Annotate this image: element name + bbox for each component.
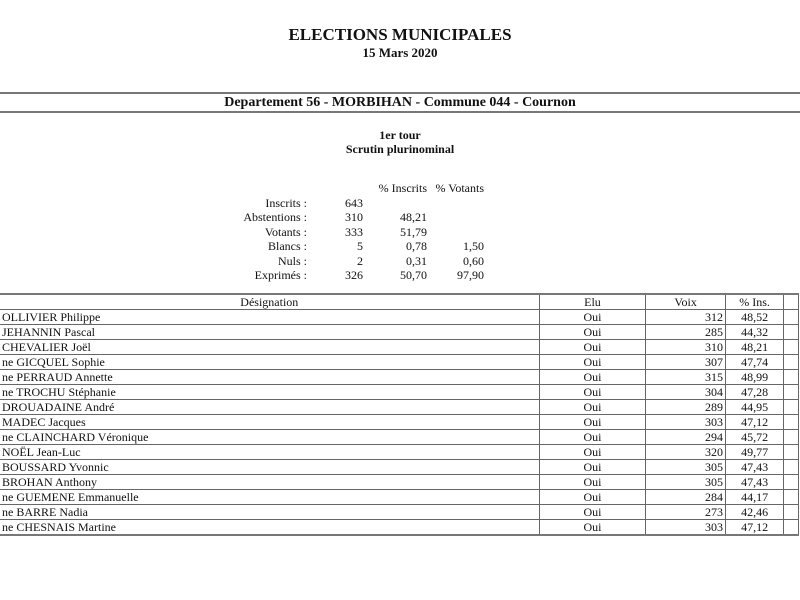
elected-status: Oui xyxy=(539,490,646,505)
vote-count: 285 xyxy=(646,325,726,340)
extra-cell xyxy=(784,505,799,520)
stat-pct-inscrits xyxy=(363,196,427,211)
candidate-name: NOËL Jean-Luc xyxy=(0,445,539,460)
pct-inscrits: 48,99 xyxy=(725,370,783,385)
elected-status: Oui xyxy=(539,385,646,400)
stat-label: Inscrits : xyxy=(265,195,307,210)
stat-label: Exprimés : xyxy=(254,268,307,282)
pct-inscrits: 44,17 xyxy=(725,490,783,505)
candidate-row xyxy=(0,400,799,415)
candidate-row xyxy=(0,310,799,325)
stat-label: Blancs : xyxy=(268,239,307,253)
stats-row xyxy=(200,254,484,269)
col-designation: Désignation xyxy=(0,294,539,310)
stat-pct-votants xyxy=(427,196,484,211)
candidate-row xyxy=(0,475,799,490)
pct-inscrits: 48,21 xyxy=(725,340,783,355)
extra-cell xyxy=(784,370,799,385)
stat-count: 333 xyxy=(345,224,363,239)
extra-cell xyxy=(784,475,799,490)
candidate-name: ne PERRAUD Annette xyxy=(0,370,539,385)
col-pct-ins: % Ins. xyxy=(725,294,783,310)
stat-pct-votants: 97,90 xyxy=(457,268,484,282)
extra-cell xyxy=(784,340,799,355)
candidate-name: JEHANNIN Pascal xyxy=(0,325,539,340)
candidate-name: DROUADAINE André xyxy=(0,400,539,415)
elected-status: Oui xyxy=(539,340,646,355)
pct-inscrits: 48,52 xyxy=(725,310,783,325)
stats-row xyxy=(200,196,484,211)
elected-status: Oui xyxy=(539,430,646,445)
results-table xyxy=(0,293,799,536)
stat-count: 2 xyxy=(357,253,363,268)
pct-inscrits: 42,46 xyxy=(725,505,783,520)
extra-cell xyxy=(784,400,799,415)
vote-count: 307 xyxy=(646,355,726,370)
stat-pct-inscrits: 0,78 xyxy=(406,239,427,253)
elected-status: Oui xyxy=(539,325,646,340)
elected-status: Oui xyxy=(539,415,646,430)
candidate-name: OLLIVIER Philippe xyxy=(0,310,539,325)
extra-cell xyxy=(784,385,799,400)
pct-inscrits: 47,43 xyxy=(725,460,783,475)
elected-status: Oui xyxy=(539,520,646,536)
stat-count: 310 xyxy=(345,210,363,224)
candidate-name: BROHAN Anthony xyxy=(0,475,539,490)
results-header-row xyxy=(0,294,799,310)
stat-count: 643 xyxy=(345,195,363,210)
col-voix: Voix xyxy=(646,294,726,310)
candidate-row xyxy=(0,430,799,445)
extra-cell xyxy=(784,520,799,536)
candidate-row xyxy=(0,340,799,355)
candidate-name: ne GICQUEL Sophie xyxy=(0,355,539,370)
round-info xyxy=(0,128,800,156)
candidate-row xyxy=(0,385,799,400)
vote-count: 303 xyxy=(646,520,726,536)
candidate-name: ne CHESNAIS Martine xyxy=(0,520,539,536)
round-label: 1er tour xyxy=(379,128,421,142)
pct-inscrits: 47,74 xyxy=(725,355,783,370)
candidate-row xyxy=(0,520,799,536)
page-title: ELECTIONS MUNICIPALES xyxy=(288,25,512,44)
pct-inscrits: 47,28 xyxy=(725,385,783,400)
extra-cell xyxy=(784,445,799,460)
stat-pct-inscrits: 51,79 xyxy=(400,224,427,239)
extra-cell xyxy=(784,355,799,370)
stat-pct-votants: 1,50 xyxy=(463,239,484,253)
scrutin-label: Scrutin plurinominal xyxy=(345,142,455,156)
candidate-row xyxy=(0,460,799,475)
pct-inscrits: 47,12 xyxy=(725,415,783,430)
stat-pct-inscrits: 0,31 xyxy=(406,253,427,268)
candidate-name: ne CLAINCHARD Véronique xyxy=(0,430,539,445)
col-pct-inscrits: % Inscrits xyxy=(378,181,427,195)
participation-stats xyxy=(200,181,484,283)
stat-label: Nuls : xyxy=(277,253,307,268)
elected-status: Oui xyxy=(539,355,646,370)
elected-status: Oui xyxy=(539,310,646,325)
extra-cell xyxy=(784,325,799,340)
vote-count: 315 xyxy=(646,370,726,385)
candidate-row xyxy=(0,370,799,385)
vote-count: 289 xyxy=(646,400,726,415)
candidate-row xyxy=(0,355,799,370)
col-pct-votants: % Votants xyxy=(435,181,484,195)
stats-row xyxy=(200,268,484,283)
col-elu: Elu xyxy=(539,294,646,310)
stats-row xyxy=(200,239,484,254)
extra-cell xyxy=(784,490,799,505)
pct-inscrits: 49,77 xyxy=(725,445,783,460)
elected-status: Oui xyxy=(539,475,646,490)
candidate-name: ne TROCHU Stéphanie xyxy=(0,385,539,400)
extra-cell xyxy=(784,460,799,475)
stats-row xyxy=(200,225,484,240)
elected-status: Oui xyxy=(539,400,646,415)
candidate-name: ne GUEMENE Emmanuelle xyxy=(0,490,539,505)
stat-pct-votants xyxy=(427,225,484,240)
stat-count: 5 xyxy=(357,239,363,253)
candidate-row xyxy=(0,505,799,520)
extra-cell xyxy=(784,415,799,430)
candidate-name: ne BARRE Nadia xyxy=(0,505,539,520)
stat-pct-inscrits: 50,70 xyxy=(400,268,427,282)
candidate-row xyxy=(0,445,799,460)
elected-status: Oui xyxy=(539,505,646,520)
location-heading: Departement 56 - MORBIHAN - Commune 044 - Cournon xyxy=(224,95,576,110)
candidate-row xyxy=(0,415,799,430)
stat-label: Votants : xyxy=(264,224,307,239)
extra-cell xyxy=(784,310,799,325)
pct-inscrits: 44,95 xyxy=(725,400,783,415)
pct-inscrits: 45,72 xyxy=(725,430,783,445)
vote-count: 305 xyxy=(646,475,726,490)
candidate-row xyxy=(0,325,799,340)
elected-status: Oui xyxy=(539,460,646,475)
elected-status: Oui xyxy=(539,445,646,460)
extra-cell xyxy=(784,430,799,445)
stat-pct-votants: 0,60 xyxy=(463,253,484,268)
pct-inscrits: 44,32 xyxy=(725,325,783,340)
pct-inscrits: 47,12 xyxy=(725,520,783,536)
candidate-name: CHEVALIER Joël xyxy=(0,340,539,355)
vote-count: 304 xyxy=(646,385,726,400)
pct-inscrits: 47,43 xyxy=(725,475,783,490)
vote-count: 294 xyxy=(646,430,726,445)
stats-header-row xyxy=(200,181,484,196)
stats-row xyxy=(200,210,484,225)
vote-count: 284 xyxy=(646,490,726,505)
candidate-row xyxy=(0,490,799,505)
stat-label: Abstentions : xyxy=(243,210,307,224)
stat-pct-inscrits: 48,21 xyxy=(400,210,427,224)
candidate-name: MADEC Jacques xyxy=(0,415,539,430)
elected-status: Oui xyxy=(539,370,646,385)
vote-count: 312 xyxy=(646,310,726,325)
vote-count: 305 xyxy=(646,460,726,475)
vote-count: 310 xyxy=(646,340,726,355)
election-date: 15 Mars 2020 xyxy=(362,45,438,60)
stat-pct-votants xyxy=(427,210,484,225)
vote-count: 273 xyxy=(646,505,726,520)
col-extra xyxy=(784,294,799,310)
candidate-name: BOUSSARD Yvonnic xyxy=(0,460,539,475)
vote-count: 320 xyxy=(646,445,726,460)
vote-count: 303 xyxy=(646,415,726,430)
stat-count: 326 xyxy=(345,268,363,282)
